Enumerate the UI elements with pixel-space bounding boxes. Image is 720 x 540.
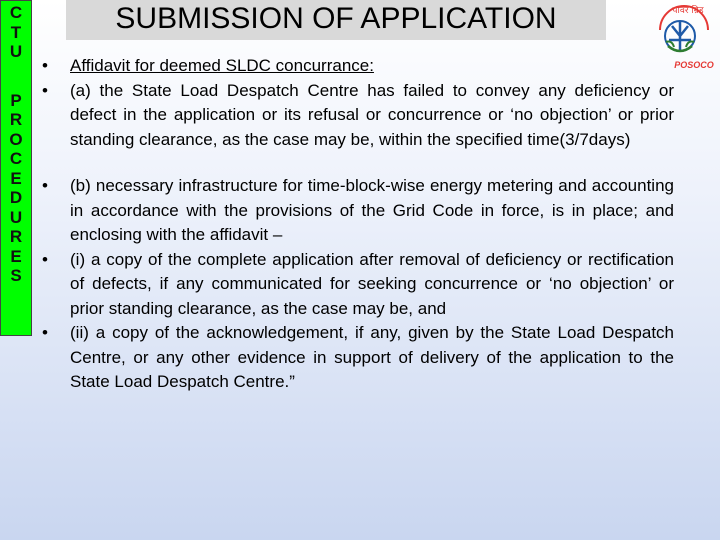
- page-title: SUBMISSION OF APPLICATION: [66, 0, 606, 40]
- side-letter: S: [10, 266, 22, 285]
- side-letter: C: [9, 3, 23, 22]
- side-letter: T: [10, 22, 22, 42]
- list-item: [42, 248, 674, 322]
- bullet-dot: •: [42, 56, 48, 75]
- side-letter: E: [10, 168, 22, 188]
- side-letter: U: [9, 207, 23, 227]
- side-letter: E: [10, 246, 22, 266]
- side-letter: O: [9, 129, 23, 149]
- list-item: [42, 321, 674, 395]
- bullet-dot: •: [42, 323, 48, 342]
- side-letter: R: [9, 227, 23, 246]
- bullet-text: (i) a copy of the complete application after removal of deficiency or rectification of defects, if any communicated for seeking concurrence or ‘no objection’ or prior standing clearance, as the case may be, and: [70, 249, 674, 318]
- side-letter: U: [9, 42, 23, 61]
- bullet-text: (b) necessary infrastructure for time-block-wise energy metering and accounting in accordance with the provisions of the Grid Code in force, is in place; and enclosing with the affidavit –: [70, 176, 674, 244]
- logo-text: POSOCO: [674, 60, 714, 70]
- side-label-bar: [0, 0, 32, 336]
- bullet-text: (ii) a copy of the acknowledgement, if any, given by the State Load Despatch Centre, or any other evidence in support of delivery of the application to the State Load Despatch Centre.”: [70, 323, 674, 391]
- bullet-text: (a) the State Load Despatch Centre has failed to convey any deficiency or defect in the application or its refusal or concurrence or ‘no objection’ or prior standing clearance, as the case may be, within the specified time(3/7days): [70, 80, 674, 149]
- logo-hindi-text: पावर ग्रिड: [672, 6, 704, 16]
- bullet-text: Affidavit for deemed SLDC concurrance:: [70, 56, 374, 75]
- list-spacer: [42, 152, 674, 174]
- side-letter: D: [9, 188, 23, 207]
- bullet-dot: •: [42, 80, 48, 100]
- side-letter: C: [9, 149, 23, 168]
- bullet-list: [42, 54, 674, 395]
- bullet-dot: •: [42, 249, 48, 269]
- side-letter: P: [10, 90, 22, 110]
- list-item: [42, 79, 674, 153]
- list-item: [42, 174, 674, 248]
- side-letter: R: [9, 110, 23, 129]
- bullet-dot: •: [42, 176, 48, 195]
- list-item: [42, 54, 674, 79]
